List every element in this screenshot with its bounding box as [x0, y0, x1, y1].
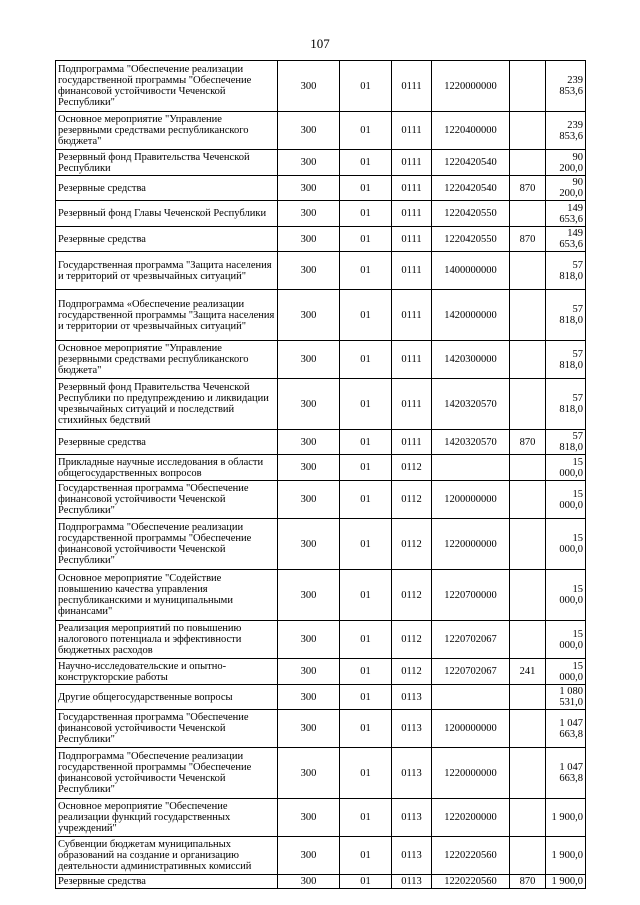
- row-amount: 1 900,0: [546, 799, 586, 837]
- row-rz: 01: [340, 621, 392, 659]
- row-name: Резервный фонд Главы Чеченской Республики: [56, 201, 278, 227]
- row-vr: [510, 837, 546, 875]
- row-pr: 0113: [392, 875, 432, 889]
- row-name: Другие общегосударственные вопросы: [56, 685, 278, 710]
- row-pr: 0111: [392, 201, 432, 227]
- row-name: Государственная программа "Обеспечение финансовой устойчивости Чеченской Республики": [56, 481, 278, 519]
- row-csr: 1200000000: [432, 481, 510, 519]
- row-name: Резервный фонд Правительства Чеченской Республики по предупреждению и ликвидации чрезвычайных ситуаций и последствий стихийных бедствий: [56, 379, 278, 430]
- row-name: Резервный фонд Правительства Чеченской Республики: [56, 150, 278, 176]
- row-name: Основное мероприятие "Управление резервными средствами республиканского бюджета": [56, 341, 278, 379]
- row-rz: 01: [340, 176, 392, 201]
- row-pr: 0111: [392, 341, 432, 379]
- row-pr: 0111: [392, 61, 432, 112]
- row-csr: 1220420540: [432, 150, 510, 176]
- table-row: [56, 112, 586, 150]
- row-pr: 0111: [392, 227, 432, 252]
- row-name: Государственная программа "Защита населения и территорий от чрезвычайных ситуаций": [56, 252, 278, 290]
- row-name: Подпрограмма «Обеспечение реализации государственной программы "Защита населения и территории от чрезвычайных ситуаций": [56, 290, 278, 341]
- row-csr: [432, 455, 510, 481]
- row-vr: [510, 201, 546, 227]
- row-rz: 01: [340, 290, 392, 341]
- row-vr: [510, 685, 546, 710]
- row-vr: [510, 379, 546, 430]
- row-amount: 57 818,0: [546, 290, 586, 341]
- table-row: [56, 519, 586, 570]
- row-rz: 01: [340, 341, 392, 379]
- table-row: [56, 61, 586, 112]
- row-name: Прикладные научные исследования в области общегосударственных вопросов: [56, 455, 278, 481]
- row-amount: 15 000,0: [546, 455, 586, 481]
- row-pr: 0112: [392, 455, 432, 481]
- row-ved: 300: [278, 290, 340, 341]
- row-vr: 241: [510, 659, 546, 685]
- row-amount: 15 000,0: [546, 621, 586, 659]
- row-ved: 300: [278, 150, 340, 176]
- row-rz: 01: [340, 570, 392, 621]
- budget-table: [55, 60, 586, 889]
- row-rz: 01: [340, 227, 392, 252]
- row-pr: 0113: [392, 710, 432, 748]
- row-vr: [510, 341, 546, 379]
- row-amount: 149 653,6: [546, 227, 586, 252]
- row-csr: 1220000000: [432, 748, 510, 799]
- table-row: [56, 379, 586, 430]
- row-ved: 300: [278, 481, 340, 519]
- row-ved: 300: [278, 748, 340, 799]
- row-csr: 1220220560: [432, 837, 510, 875]
- table-row: [56, 290, 586, 341]
- row-rz: 01: [340, 748, 392, 799]
- row-ved: 300: [278, 201, 340, 227]
- row-vr: 870: [510, 430, 546, 455]
- row-name: Основное мероприятие "Управление резервными средствами республиканского бюджета": [56, 112, 278, 150]
- row-rz: 01: [340, 685, 392, 710]
- row-name: Подпрограмма "Обеспечение реализации государственной программы "Обеспечение финансовой устойчивости Чеченской Республики": [56, 748, 278, 799]
- row-csr: 1220702067: [432, 659, 510, 685]
- row-amount: 90 200,0: [546, 176, 586, 201]
- row-amount: 57 818,0: [546, 379, 586, 430]
- row-amount: 57 818,0: [546, 252, 586, 290]
- row-amount: 1 900,0: [546, 837, 586, 875]
- row-ved: 300: [278, 837, 340, 875]
- row-csr: 1220420540: [432, 176, 510, 201]
- table-row: [56, 150, 586, 176]
- row-vr: [510, 290, 546, 341]
- row-pr: 0111: [392, 430, 432, 455]
- table-row: [56, 252, 586, 290]
- table-row: [56, 176, 586, 201]
- row-amount: 239 853,6: [546, 61, 586, 112]
- row-amount: 15 000,0: [546, 659, 586, 685]
- row-name: Основное мероприятие "Обеспечение реализации функций государственных учреждений": [56, 799, 278, 837]
- row-rz: 01: [340, 481, 392, 519]
- row-rz: 01: [340, 799, 392, 837]
- table-row: [56, 685, 586, 710]
- row-ved: 300: [278, 570, 340, 621]
- row-amount: 239 853,6: [546, 112, 586, 150]
- row-vr: [510, 61, 546, 112]
- row-pr: 0111: [392, 176, 432, 201]
- row-rz: 01: [340, 659, 392, 685]
- row-vr: [510, 112, 546, 150]
- table-row: [56, 710, 586, 748]
- row-csr: 1220702067: [432, 621, 510, 659]
- row-vr: [510, 481, 546, 519]
- table-row: [56, 875, 586, 889]
- row-vr: [510, 150, 546, 176]
- table-row: [56, 455, 586, 481]
- row-pr: 0113: [392, 748, 432, 799]
- row-name: Резервные средства: [56, 227, 278, 252]
- row-name: Научно-исследовательские и опытно-конструкторские работы: [56, 659, 278, 685]
- row-name: Субвенции бюджетам муниципальных образований на создание и организацию деятельности административных комиссий: [56, 837, 278, 875]
- row-vr: 870: [510, 176, 546, 201]
- row-vr: [510, 799, 546, 837]
- row-vr: [510, 570, 546, 621]
- row-ved: 300: [278, 227, 340, 252]
- row-name: Реализация мероприятий по повышению налогового потенциала и эффективности бюджетных расходов: [56, 621, 278, 659]
- row-ved: 300: [278, 875, 340, 889]
- row-name: Резервные средства: [56, 176, 278, 201]
- row-amount: 15 000,0: [546, 481, 586, 519]
- table-row: [56, 659, 586, 685]
- table-row: [56, 837, 586, 875]
- row-ved: 300: [278, 455, 340, 481]
- table-row: [56, 341, 586, 379]
- row-csr: 1220200000: [432, 799, 510, 837]
- row-ved: 300: [278, 659, 340, 685]
- row-vr: [510, 748, 546, 799]
- row-vr: [510, 519, 546, 570]
- row-rz: 01: [340, 875, 392, 889]
- row-rz: 01: [340, 201, 392, 227]
- row-pr: 0112: [392, 570, 432, 621]
- row-pr: 0111: [392, 290, 432, 341]
- row-ved: 300: [278, 519, 340, 570]
- row-amount: 1 047 663,8: [546, 710, 586, 748]
- table-row: [56, 799, 586, 837]
- row-amount: 149 653,6: [546, 201, 586, 227]
- row-csr: 1220420550: [432, 227, 510, 252]
- row-rz: 01: [340, 710, 392, 748]
- row-vr: [510, 252, 546, 290]
- row-name: Резервные средства: [56, 875, 278, 889]
- row-pr: 0113: [392, 685, 432, 710]
- row-ved: 300: [278, 685, 340, 710]
- row-name: Основное мероприятие "Содействие повышению качества управления республиканскими и муниципальными финансами": [56, 570, 278, 621]
- row-csr: 1220220560: [432, 875, 510, 889]
- row-pr: 0113: [392, 837, 432, 875]
- row-amount: 15 000,0: [546, 519, 586, 570]
- row-ved: 300: [278, 379, 340, 430]
- row-rz: 01: [340, 61, 392, 112]
- row-vr: [510, 621, 546, 659]
- row-csr: 1420000000: [432, 290, 510, 341]
- row-csr: 1220000000: [432, 519, 510, 570]
- row-csr: 1420320570: [432, 379, 510, 430]
- table-row: [56, 481, 586, 519]
- row-csr: 1400000000: [432, 252, 510, 290]
- row-rz: 01: [340, 379, 392, 430]
- row-rz: 01: [340, 519, 392, 570]
- row-csr: 1420300000: [432, 341, 510, 379]
- row-amount: 90 200,0: [546, 150, 586, 176]
- row-csr: 1220700000: [432, 570, 510, 621]
- row-csr: 1220000000: [432, 61, 510, 112]
- row-amount: 15 000,0: [546, 570, 586, 621]
- row-name: Государственная программа "Обеспечение финансовой устойчивости Чеченской Республики": [56, 710, 278, 748]
- row-pr: 0111: [392, 252, 432, 290]
- row-csr: 1200000000: [432, 710, 510, 748]
- row-ved: 300: [278, 112, 340, 150]
- row-pr: 0111: [392, 112, 432, 150]
- table-row: [56, 748, 586, 799]
- row-ved: 300: [278, 341, 340, 379]
- row-rz: 01: [340, 837, 392, 875]
- table-body: [56, 61, 586, 889]
- page-number: 107: [310, 36, 330, 51]
- table-row: [56, 621, 586, 659]
- row-vr: 870: [510, 227, 546, 252]
- row-pr: 0111: [392, 379, 432, 430]
- row-amount: 1 900,0: [546, 875, 586, 889]
- row-csr: 1420320570: [432, 430, 510, 455]
- row-name: Подпрограмма "Обеспечение реализации государственной программы "Обеспечение финансовой устойчивости Чеченской Республики": [56, 61, 278, 112]
- row-vr: [510, 710, 546, 748]
- row-rz: 01: [340, 150, 392, 176]
- table-row: [56, 570, 586, 621]
- row-csr: 1220420550: [432, 201, 510, 227]
- row-rz: 01: [340, 252, 392, 290]
- row-pr: 0112: [392, 519, 432, 570]
- row-amount: 57 818,0: [546, 341, 586, 379]
- row-rz: 01: [340, 455, 392, 481]
- row-rz: 01: [340, 430, 392, 455]
- row-amount: 1 047 663,8: [546, 748, 586, 799]
- row-ved: 300: [278, 252, 340, 290]
- row-vr: 870: [510, 875, 546, 889]
- row-name: Подпрограмма "Обеспечение реализации государственной программы "Обеспечение финансовой устойчивости Чеченской Республики": [56, 519, 278, 570]
- row-ved: 300: [278, 710, 340, 748]
- row-csr: [432, 685, 510, 710]
- row-pr: 0111: [392, 150, 432, 176]
- table-row: [56, 227, 586, 252]
- row-amount: 57 818,0: [546, 430, 586, 455]
- row-ved: 300: [278, 621, 340, 659]
- table-row: [56, 430, 586, 455]
- row-amount: 1 080 531,0: [546, 685, 586, 710]
- row-rz: 01: [340, 112, 392, 150]
- table-row: [56, 201, 586, 227]
- row-pr: 0112: [392, 621, 432, 659]
- row-pr: 0112: [392, 481, 432, 519]
- row-name: Резервные средства: [56, 430, 278, 455]
- row-ved: 300: [278, 430, 340, 455]
- row-ved: 300: [278, 61, 340, 112]
- row-ved: 300: [278, 176, 340, 201]
- row-pr: 0112: [392, 659, 432, 685]
- row-csr: 1220400000: [432, 112, 510, 150]
- row-ved: 300: [278, 799, 340, 837]
- row-vr: [510, 455, 546, 481]
- row-pr: 0113: [392, 799, 432, 837]
